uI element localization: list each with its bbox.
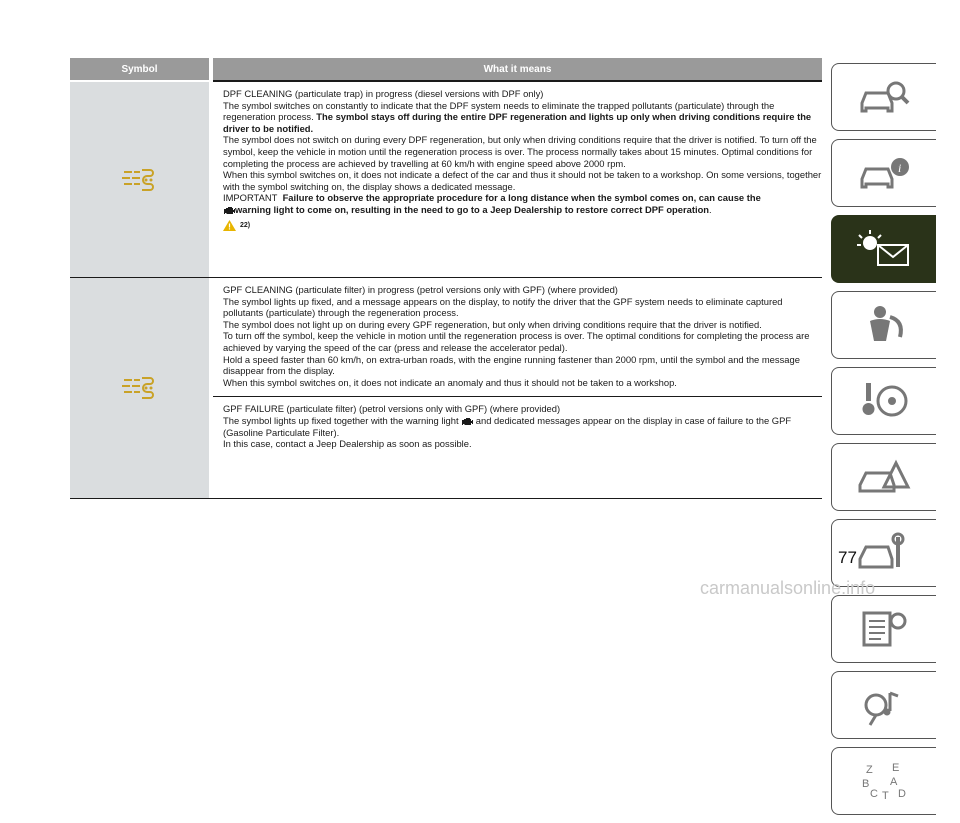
- table-row-gpf: [70, 278, 822, 499]
- warning-triangle-icon: [223, 220, 236, 231]
- meaning-cell: [213, 82, 822, 277]
- dpf-paragraph-3: When this symbol switches on, it does not indicate a defect of the car and thus it should not be taken to a workshop. On some versions, together with the symbol switching on, the display shows a dedicated message.: [223, 169, 822, 192]
- tab-safety[interactable]: [831, 291, 936, 359]
- dpf-paragraph-1: [223, 100, 822, 135]
- gpf-failure-title: GPF FAILURE (particulate filter) (petrol versions only with GPF) (where provided): [223, 403, 561, 415]
- tab-vehicle-info[interactable]: [831, 139, 936, 207]
- tab-emergency[interactable]: [831, 443, 936, 511]
- airbag-safety-icon: [856, 303, 912, 347]
- gpf-cleaning-icon: [120, 373, 160, 403]
- index-letter: E: [892, 762, 900, 774]
- tab-getting-to-know[interactable]: [831, 63, 936, 131]
- technical-data-icon: [856, 607, 912, 651]
- gpf-title: GPF CLEANING (particulate filter) in progress (petrol versions only with GPF) (where provided): [223, 284, 618, 295]
- warning-symbol-table: [70, 58, 822, 499]
- gpf-failure-text-b: and dedicated messages appear on the display in case of failure to the GPF (Gasoline Particulate Filter).: [223, 414, 792, 438]
- dpf-important: [223, 192, 822, 215]
- steering-start-icon: [856, 379, 912, 423]
- engine-warning-icon: [223, 205, 235, 215]
- gpf-contact: In this case, contact a Jeep Dealership as soon as possible.: [223, 438, 472, 450]
- gpf-paragraph-5: When this symbol switches on, it does not indicate an anomaly and thus it should not be taken to a workshop.: [223, 376, 677, 388]
- tab-warning-lights[interactable]: [831, 215, 936, 283]
- sub-divider: [213, 396, 822, 397]
- dpf-text: The symbol switches on constantly to indicate that the DPF system needs to eliminate the trapped pollutants (particulate) through the regeneration process.: [223, 99, 775, 123]
- maintenance-icon: [856, 531, 912, 575]
- header-symbol: Symbol: [70, 58, 209, 80]
- index-letter: T: [882, 790, 889, 802]
- gpf-paragraph-4: Hold a speed faster than 60 km/h, on extra-urban roads, with the engine running fastener than 2000 rpm, until the symbol and the message disappear from the display.: [223, 353, 800, 377]
- car-search-icon: [856, 77, 912, 117]
- tab-technical-data[interactable]: [831, 595, 936, 663]
- car-info-icon: [856, 153, 912, 193]
- tab-multimedia[interactable]: [831, 671, 936, 739]
- warning-ref-number[interactable]: 22): [240, 221, 251, 229]
- warning-reference: [223, 220, 822, 232]
- tab-index[interactable]: [831, 747, 936, 815]
- gpf-paragraph-2: The symbol does not light up on during every GPF regeneration, but only when driving conditions require that the driver is notified.: [223, 318, 762, 330]
- watermark: carmanualsonline.info: [700, 578, 876, 598]
- symbol-cell: [70, 278, 209, 498]
- table-header: [70, 58, 822, 80]
- index-letter: C: [870, 788, 878, 800]
- index-letter: D: [898, 788, 906, 800]
- important-text-1: Failure to observe the appropriate procedure for a long distance when the symbol comes on, can cause the: [282, 192, 761, 204]
- emergency-icon: [856, 455, 912, 499]
- chapter-sidebar: [831, 63, 936, 823]
- gpf-paragraph-1: The symbol lights up fixed, and a message appears on the display, to notify the driver that the GPF system needs to eliminate captured pollutants (particulate) through the regeneration process.: [223, 295, 783, 319]
- gpf-failure-text: [223, 415, 822, 438]
- multimedia-icon: [856, 683, 912, 727]
- dpf-title: DPF CLEANING (particulate trap) in progress (diesel versions with DPF only): [223, 88, 544, 99]
- important-end: .: [709, 203, 712, 215]
- symbol-cell: [70, 82, 209, 277]
- dpf-cleaning-icon: [120, 165, 160, 195]
- table-row-dpf: [70, 82, 822, 278]
- tab-starting-driving[interactable]: [831, 367, 936, 435]
- index-letter: B: [862, 778, 870, 790]
- warning-lights-icon: [854, 227, 914, 271]
- dpf-paragraph-2: The symbol does not switch on during every DPF regeneration, but only when driving conditions require that the driver is notified. To turn off the symbol, keep the vehicle in motion until the regeneration process is over. The process normally takes about 15 minutes. Optimal conditions for completing the process are achieved by travelling at 60 km/h with engine speed above 2000 rpm.: [223, 134, 817, 169]
- header-meaning: What it means: [213, 58, 822, 80]
- index-letter: Z: [866, 764, 873, 776]
- important-label: IMPORTANT: [223, 192, 278, 204]
- important-text-2: warning light to come on, resulting in the need to go to a Jeep Dealership to restore correct DPF operation: [235, 203, 710, 215]
- svg-text:i: i: [898, 161, 902, 175]
- index-icon: [856, 759, 912, 803]
- meaning-cell: [213, 278, 822, 498]
- index-letter: A: [890, 776, 898, 788]
- dpf-bold-text: The symbol stays off during the entire DPF regeneration and lights up only when driving conditions require the driver to be notified.: [223, 111, 812, 134]
- gpf-failure-text-a: The symbol lights up fixed together with the warning light: [223, 414, 459, 426]
- gpf-paragraph-3: To turn off the symbol, keep the vehicle in motion until the regeneration process is over. The optimal conditions for completing the process are achieved by varying the speed of the car (press and release the accelerator pedal).: [223, 330, 810, 353]
- engine-warning-icon: [461, 416, 473, 426]
- page-number: 77: [838, 548, 857, 567]
